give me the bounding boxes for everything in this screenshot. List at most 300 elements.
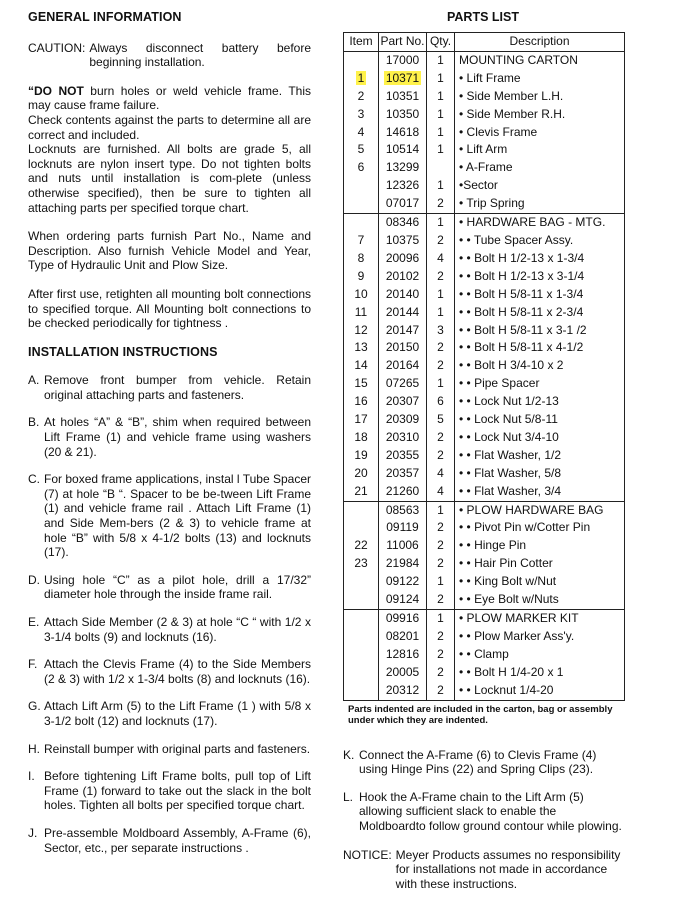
description-cell-text: • Trip Spring xyxy=(459,196,525,211)
item-cell xyxy=(344,555,379,573)
step-d xyxy=(28,573,311,602)
item-cell xyxy=(344,304,379,322)
description-cell xyxy=(455,501,625,519)
part-number-cell-text: 20150 xyxy=(385,340,420,355)
description-cell xyxy=(455,214,625,232)
quantity-cell xyxy=(427,447,455,465)
step-h xyxy=(28,742,311,757)
description-cell xyxy=(455,250,625,268)
description-cell-text: • • Bolt H 5/8-11 x 1-3/4 xyxy=(459,286,584,301)
table-row xyxy=(344,429,625,447)
description-cell xyxy=(455,70,625,88)
item-cell xyxy=(344,141,379,159)
description-cell-text: • Clevis Frame xyxy=(459,124,538,139)
quantity-cell xyxy=(427,411,455,429)
description-cell xyxy=(455,322,625,340)
part-number-cell-text: 20312 xyxy=(385,682,420,697)
description-cell-text: • HARDWARE BAG - MTG. xyxy=(459,215,606,230)
quantity-cell-text: 1 xyxy=(437,574,444,589)
table-row xyxy=(344,610,625,628)
part-number-cell-text: 21984 xyxy=(385,556,420,571)
item-cell xyxy=(344,106,379,124)
step-text: Reinstall bumper with original parts and fasteners. xyxy=(44,741,311,756)
quantity-cell-text: 1 xyxy=(437,304,444,319)
description-cell-text: • A-Frame xyxy=(459,160,513,175)
description-cell-text: • • Bolt H 1/4-20 x 1 xyxy=(459,664,564,679)
part-number-cell-text: 20357 xyxy=(385,465,420,480)
quantity-cell-text: 1 xyxy=(437,88,444,103)
quantity-cell-text: 4 xyxy=(437,250,444,265)
quantity-cell-text: 2 xyxy=(437,592,444,607)
part-number-cell-text: 20309 xyxy=(385,412,420,427)
part-number-cell-text: 20096 xyxy=(385,250,420,265)
item-cell xyxy=(344,375,379,393)
part-number-cell-text: 10514 xyxy=(385,142,420,157)
quantity-cell xyxy=(427,106,455,124)
item-cell xyxy=(344,70,379,88)
right-column xyxy=(343,10,625,891)
installation-steps xyxy=(28,373,311,855)
step-i xyxy=(28,769,311,813)
quantity-cell-text: 1 xyxy=(437,376,444,391)
table-row xyxy=(344,628,625,646)
part-number-cell xyxy=(379,483,427,501)
part-number-cell-text: 21260 xyxy=(385,483,420,498)
part-number-cell-text: 10375 xyxy=(385,232,420,247)
quantity-cell-text: 2 xyxy=(437,520,444,535)
step-text: Using hole “C” as a pilot hole, drill a 17/32” diameter hole through the inside frame rail. xyxy=(44,572,311,602)
part-number-cell-text: 20310 xyxy=(385,429,420,444)
step-letter: A. xyxy=(28,373,40,388)
part-number-cell-text: 17000 xyxy=(385,52,420,67)
item-cell xyxy=(344,573,379,591)
step-b xyxy=(28,415,311,459)
step-k xyxy=(343,748,625,777)
part-number-cell-text: 14618 xyxy=(385,124,420,139)
part-number-cell xyxy=(379,411,427,429)
item-cell-text: 13 xyxy=(354,340,368,355)
table-row xyxy=(344,357,625,375)
description-cell xyxy=(455,304,625,322)
quantity-cell xyxy=(427,177,455,195)
description-cell-text: • • Clamp xyxy=(459,646,509,661)
quantity-cell-text: 2 xyxy=(437,682,444,697)
quantity-cell xyxy=(427,555,455,573)
item-cell-text: 20 xyxy=(354,465,368,480)
description-cell xyxy=(455,159,625,177)
description-cell-text: • • Hinge Pin xyxy=(459,538,527,553)
table-row xyxy=(344,51,625,69)
step-letter: G. xyxy=(28,699,41,714)
item-cell-text: 22 xyxy=(354,538,368,553)
item-cell-text: 2 xyxy=(357,88,365,103)
step-c xyxy=(28,472,311,560)
description-cell xyxy=(455,682,625,700)
part-number-cell-text: 11006 xyxy=(386,538,419,553)
part-number-cell-text: 08563 xyxy=(385,502,420,517)
part-number-cell-text: 07017 xyxy=(385,196,420,211)
description-cell xyxy=(455,573,625,591)
part-number-cell xyxy=(379,177,427,195)
item-cell-text: 7 xyxy=(357,232,365,247)
item-cell xyxy=(344,339,379,357)
quantity-cell-text: 2 xyxy=(437,196,444,211)
item-cell-text: 17 xyxy=(354,412,368,427)
quantity-cell-text: 1 xyxy=(437,70,444,85)
quantity-cell xyxy=(427,573,455,591)
item-cell xyxy=(344,646,379,664)
description-cell-text: • PLOW MARKER KIT xyxy=(459,611,579,625)
item-cell-text: 10 xyxy=(354,286,368,301)
step-letter: C. xyxy=(28,472,40,487)
description-cell-text: •Sector xyxy=(459,178,498,193)
table-row xyxy=(344,339,625,357)
part-number-cell xyxy=(379,286,427,304)
item-cell-text: 23 xyxy=(354,556,368,571)
description-cell xyxy=(455,591,625,609)
item-cell xyxy=(344,357,379,375)
part-number-cell-text: 13299 xyxy=(385,160,420,175)
part-number-cell xyxy=(379,573,427,591)
step-text: Hook the A-Frame chain to the Lift Arm (5) allowing sufficient slack to enable the Moldboardto follow ground contour while plowing. xyxy=(359,789,622,833)
quantity-cell xyxy=(427,591,455,609)
quantity-cell-text: 1 xyxy=(437,52,444,67)
table-row xyxy=(344,447,625,465)
description-cell-text: MOUNTING CARTON xyxy=(459,52,578,67)
part-number-cell xyxy=(379,141,427,159)
part-number-cell xyxy=(379,88,427,106)
description-cell-text: • • Locknut 1/4-20 xyxy=(459,682,554,697)
description-cell-text: • • Flat Washer, 5/8 xyxy=(459,465,561,480)
table-row xyxy=(344,214,625,232)
column-header-description: Description xyxy=(455,33,625,52)
description-cell-text: • • Pipe Spacer xyxy=(459,376,540,391)
quantity-cell xyxy=(427,519,455,537)
step-f xyxy=(28,657,311,686)
quantity-cell-text: 5 xyxy=(437,412,444,427)
parts-table xyxy=(343,32,625,701)
item-cell xyxy=(344,610,379,628)
item-cell-text: 18 xyxy=(354,429,368,444)
quantity-cell xyxy=(427,195,455,213)
description-cell xyxy=(455,537,625,555)
description-cell xyxy=(455,51,625,69)
description-cell-text: • • Bolt H 5/8-11 x 3-1 /2 xyxy=(459,322,587,337)
description-cell-text: • • Bolt H 1/2-13 x 3-1/4 xyxy=(459,268,585,283)
description-cell-text: • • Pivot Pin w/Cotter Pin xyxy=(459,520,591,535)
description-cell-text: • • Hair Pin Cotter xyxy=(459,556,553,571)
item-cell xyxy=(344,411,379,429)
description-cell xyxy=(455,268,625,286)
quantity-cell xyxy=(427,141,455,159)
description-cell-text: • • Flat Washer, 3/4 xyxy=(459,483,561,498)
column-header-item: Item xyxy=(344,33,379,52)
part-number-cell xyxy=(379,339,427,357)
part-number-cell xyxy=(379,106,427,124)
part-number-cell xyxy=(379,664,427,682)
item-cell-text: 8 xyxy=(357,250,365,265)
description-cell-text: • • Bolt H 3/4-10 x 2 xyxy=(459,358,564,373)
quantity-cell-text: 1 xyxy=(437,502,444,517)
item-cell-text: 12 xyxy=(354,322,368,337)
step-a xyxy=(28,373,311,402)
quantity-cell xyxy=(427,124,455,142)
item-cell xyxy=(344,447,379,465)
step-letter: D. xyxy=(28,572,40,587)
left-column xyxy=(28,10,311,855)
description-cell-text: • Lift Arm xyxy=(459,142,508,157)
part-number-cell xyxy=(379,232,427,250)
description-cell-text: • • Eye Bolt w/Nuts xyxy=(459,592,559,607)
item-cell-text: 19 xyxy=(354,447,368,462)
part-number-cell-text: 09122 xyxy=(385,574,420,589)
quantity-cell xyxy=(427,682,455,700)
part-number-cell xyxy=(379,268,427,286)
quantity-cell xyxy=(427,268,455,286)
quantity-cell xyxy=(427,429,455,447)
part-number-cell xyxy=(379,447,427,465)
step-l xyxy=(343,790,625,834)
step-j xyxy=(28,826,311,855)
table-row xyxy=(344,555,625,573)
quantity-cell xyxy=(427,393,455,411)
part-number-cell-text: 20147 xyxy=(385,322,420,337)
part-number-cell xyxy=(379,465,427,483)
description-cell xyxy=(455,610,625,628)
part-number-cell-text: 20355 xyxy=(385,447,420,462)
description-cell-text: • Side Member L.H. xyxy=(459,88,564,103)
part-number-cell-text: 12816 xyxy=(385,646,420,661)
item-cell xyxy=(344,195,379,213)
quantity-cell xyxy=(427,357,455,375)
part-number-cell-text: 08201 xyxy=(385,628,420,643)
quantity-cell xyxy=(427,610,455,628)
table-row xyxy=(344,268,625,286)
quantity-cell xyxy=(427,483,455,501)
notice-paragraph xyxy=(343,848,625,892)
step-letter: F. xyxy=(28,657,38,672)
right-steps xyxy=(343,748,625,892)
step-text: Pre-assemble Moldboard Assembly, A-Frame (6), Sector, etc., per separate instructions . xyxy=(44,825,311,855)
quantity-cell-text: 4 xyxy=(437,483,444,498)
description-cell-text: • • Plow Marker Ass'y. xyxy=(459,628,575,643)
item-cell-text: 15 xyxy=(354,376,368,391)
part-number-cell xyxy=(379,322,427,340)
quantity-cell xyxy=(427,88,455,106)
description-cell xyxy=(455,465,625,483)
do-not-text: burn holes or weld vehicle frame. This may cause frame failure. xyxy=(28,83,311,113)
item-cell xyxy=(344,232,379,250)
step-letter: I. xyxy=(28,769,35,784)
quantity-cell-text: 1 xyxy=(437,178,444,193)
quantity-cell-text: 1 xyxy=(437,124,444,139)
quantity-cell xyxy=(427,232,455,250)
step-text: Before tightening Lift Frame bolts, pull top of Lift Frame (1) forward to take out the slack in the bolt holes. Tighten all bolts per specified torque chart. xyxy=(44,769,311,813)
description-cell xyxy=(455,483,625,501)
part-number-cell-text: 07265 xyxy=(385,376,420,391)
quantity-cell xyxy=(427,501,455,519)
part-number-cell xyxy=(379,51,427,69)
quantity-cell xyxy=(427,250,455,268)
item-cell xyxy=(344,159,379,177)
quantity-cell-text: 2 xyxy=(437,340,444,355)
table-row xyxy=(344,70,625,88)
item-cell-text: 6 xyxy=(357,160,365,175)
part-number-cell-text: 10351 xyxy=(385,88,420,103)
part-number-cell-text: 09916 xyxy=(385,611,420,625)
description-cell-text: • • Bolt H 5/8-11 x 2-3/4 xyxy=(459,304,584,319)
item-cell xyxy=(344,268,379,286)
item-cell-text: 9 xyxy=(357,268,365,283)
part-number-cell-text: 20140 xyxy=(385,286,420,301)
table-row xyxy=(344,411,625,429)
part-number-cell-text: 20164 xyxy=(385,358,420,373)
item-cell xyxy=(344,591,379,609)
retighten-text: After first use, retighten all mounting bolt connections to specified torque. All Mounting bolt connections to be checked periodically for tightness . xyxy=(28,286,311,331)
part-number-cell xyxy=(379,429,427,447)
item-cell-text: 1 xyxy=(357,70,365,85)
quantity-cell-text: 2 xyxy=(437,232,444,247)
item-cell xyxy=(344,628,379,646)
part-number-cell xyxy=(379,628,427,646)
part-number-cell xyxy=(379,159,427,177)
quantity-cell-text: 2 xyxy=(437,538,444,553)
quantity-cell-text: 1 xyxy=(437,286,444,301)
table-row xyxy=(344,591,625,609)
step-letter: H. xyxy=(28,741,40,756)
description-cell xyxy=(455,628,625,646)
check-contents-text: Check contents against the parts to determine all are correct and included. xyxy=(28,112,311,142)
description-cell xyxy=(455,411,625,429)
table-row xyxy=(344,304,625,322)
table-row xyxy=(344,106,625,124)
item-cell xyxy=(344,483,379,501)
description-cell xyxy=(455,106,625,124)
part-number-cell xyxy=(379,555,427,573)
table-row xyxy=(344,286,625,304)
description-cell xyxy=(455,664,625,682)
step-text: Remove front bumper from vehicle. Retain original attaching parts and fasteners. xyxy=(44,373,311,402)
general-information-heading: GENERAL INFORMATION xyxy=(28,10,182,24)
item-cell-text: 21 xyxy=(354,483,368,498)
quantity-cell xyxy=(427,304,455,322)
description-cell xyxy=(455,447,625,465)
table-row xyxy=(344,393,625,411)
table-row xyxy=(344,250,625,268)
installation-heading: INSTALLATION INSTRUCTIONS xyxy=(28,344,218,359)
step-text: Attach Lift Arm (5) to the Lift Frame (1 ) with 5/8 x 3-1/2 bolt (12) and locknuts (17). xyxy=(44,699,311,728)
quantity-cell-text: 3 xyxy=(437,322,444,337)
part-number-cell xyxy=(379,646,427,664)
item-cell xyxy=(344,501,379,519)
parts-table-body xyxy=(344,51,625,700)
step-letter: K. xyxy=(343,747,355,762)
table-row xyxy=(344,141,625,159)
step-letter: B. xyxy=(28,415,40,430)
quantity-cell-text: 4 xyxy=(437,465,444,480)
description-cell xyxy=(455,375,625,393)
part-number-cell-text: 20307 xyxy=(385,394,420,409)
description-cell xyxy=(455,339,625,357)
quantity-cell xyxy=(427,51,455,69)
quantity-cell-text: 2 xyxy=(437,358,444,373)
item-cell-text: 11 xyxy=(354,304,368,319)
table-row xyxy=(344,159,625,177)
quantity-cell xyxy=(427,70,455,88)
step-text: Attach the Clevis Frame (4) to the Side Members (2 & 3) with 1/2 x 1-3/4 bolts (8) and locknuts (16). xyxy=(44,657,311,686)
part-number-cell xyxy=(379,610,427,628)
item-cell xyxy=(344,465,379,483)
item-cell-text: 4 xyxy=(357,124,365,139)
description-cell xyxy=(455,646,625,664)
description-cell-text: • • Lock Nut 5/8-11 xyxy=(459,412,558,427)
quantity-cell-text: 2 xyxy=(437,447,444,462)
table-row xyxy=(344,465,625,483)
quantity-cell xyxy=(427,628,455,646)
item-cell xyxy=(344,537,379,555)
table-row xyxy=(344,177,625,195)
table-row xyxy=(344,195,625,213)
step-e xyxy=(28,615,311,644)
step-letter: L. xyxy=(343,789,354,804)
table-row xyxy=(344,483,625,501)
item-cell xyxy=(344,124,379,142)
quantity-cell-text: 2 xyxy=(437,429,444,444)
table-row xyxy=(344,232,625,250)
part-number-cell-text: 20005 xyxy=(385,664,420,679)
quantity-cell-text: 6 xyxy=(437,394,444,409)
description-cell xyxy=(455,357,625,375)
item-cell xyxy=(344,519,379,537)
parts-list-title: PARTS LIST xyxy=(447,10,519,24)
part-number-cell xyxy=(379,519,427,537)
step-text: At holes “A” & “B”, shim when required between Lift Frame (1) and vehicle frame using washers (20 & 21). xyxy=(44,415,311,459)
part-number-cell xyxy=(379,501,427,519)
item-cell xyxy=(344,322,379,340)
quantity-cell-text: 2 xyxy=(437,664,444,679)
part-number-cell xyxy=(379,375,427,393)
part-number-cell xyxy=(379,214,427,232)
description-cell-text: • PLOW HARDWARE BAG xyxy=(459,502,604,517)
quantity-cell xyxy=(427,537,455,555)
item-cell xyxy=(344,393,379,411)
quantity-cell-text: 2 xyxy=(437,646,444,661)
column-header-part-no: Part No. xyxy=(379,33,427,52)
description-cell-text: • Lift Frame xyxy=(459,70,521,85)
description-cell-text: • Side Member R.H. xyxy=(459,106,566,121)
quantity-cell-text: 1 xyxy=(437,611,444,625)
step-text: Attach Side Member (2 & 3) at hole “C “ with 1/2 x 3-1/4 bolts (9) and locknuts (16). xyxy=(44,615,311,644)
item-cell xyxy=(344,51,379,69)
part-number-cell-text: 08346 xyxy=(385,215,420,230)
item-cell-text: 14 xyxy=(354,358,368,373)
column-header-qty: Qty. xyxy=(427,33,455,52)
part-number-cell-text: 10350 xyxy=(385,106,420,121)
description-cell-text: • • Flat Washer, 1/2 xyxy=(459,447,561,462)
part-number-cell xyxy=(379,537,427,555)
step-letter: J. xyxy=(28,825,38,840)
step-text: For boxed frame applications, instal l Tube Spacer (7) at hole “B “. Spacer to be be-tween Lift Frame (1) and vehicle frame rail . Attach Lift Frame (1) and Side Mem-bers (2 & 3) to vehicle frame at hole “B” with 5/8 x 4-1/2 bolts (13) and locknuts (17). xyxy=(44,472,311,560)
quantity-cell-text: 1 xyxy=(437,142,444,157)
item-cell xyxy=(344,177,379,195)
item-cell-text: 16 xyxy=(354,394,368,409)
part-number-cell-text: 12326 xyxy=(385,178,420,193)
part-number-cell xyxy=(379,357,427,375)
part-number-cell xyxy=(379,393,427,411)
quantity-cell xyxy=(427,465,455,483)
table-row xyxy=(344,501,625,519)
part-number-cell xyxy=(379,250,427,268)
